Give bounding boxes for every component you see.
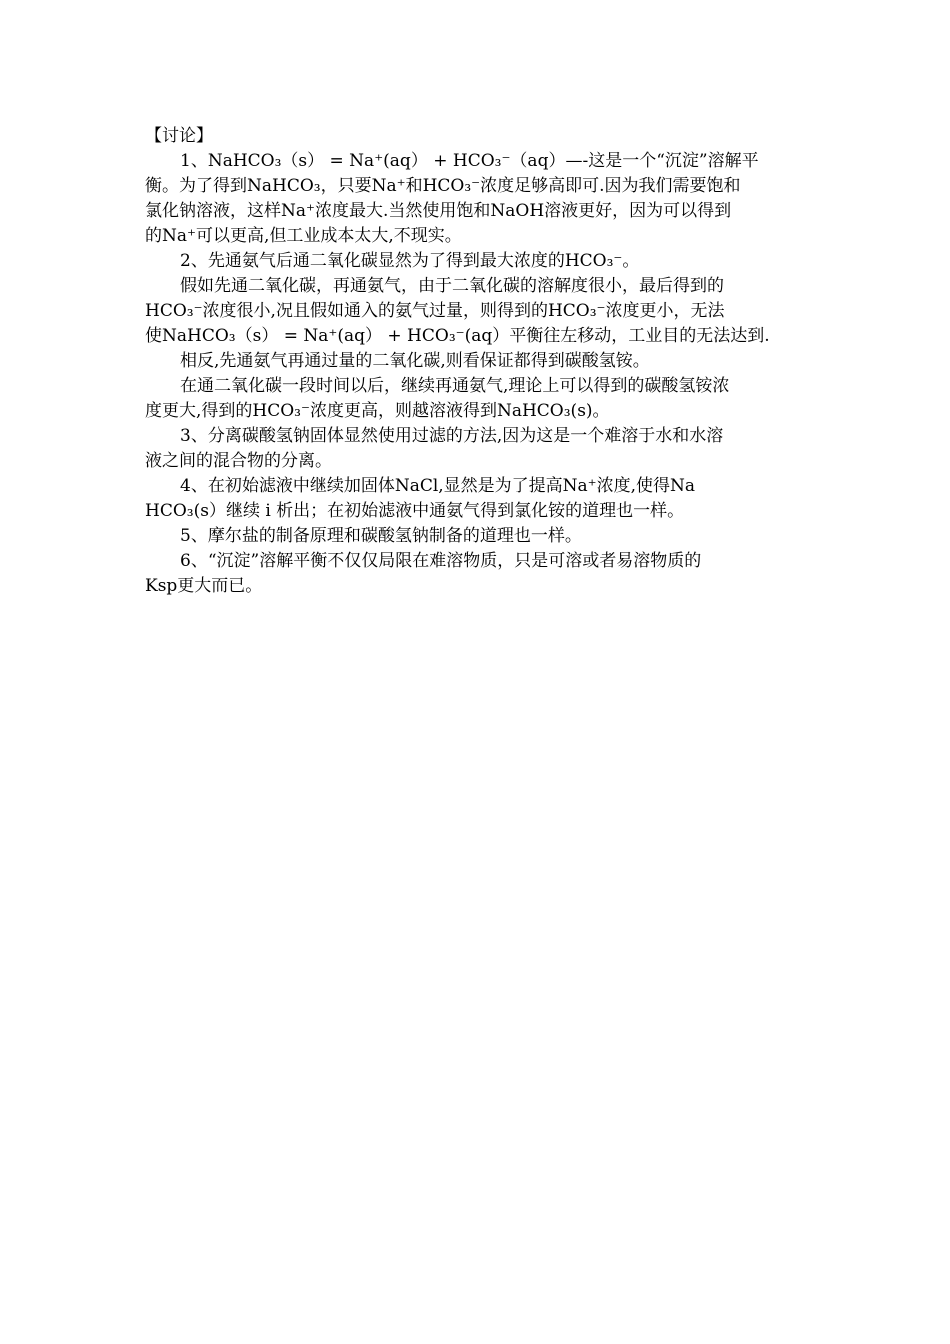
paragraph-5-line-1: 在通二氧化碳一段时间以后，继续再通氨气,理论上可以得到的碳酸氢铵浓 [180,376,730,396]
paragraph-1-line-1: 1、NaHCO₃（s） = Na⁺(aq） + HCO₃⁻（aq）—-这是一个“沉淀”溶解平 [180,151,759,171]
paragraph-7-line-1: 4、在初始滤液中继续加固体NaCl,显然是为了提高Na⁺浓度,使得Na [180,476,696,496]
paragraph-1-line-3: 氯化钠溶液，这样Na⁺浓度最大.当然使用饱和NaOH溶液更好，因为可以得到 [145,201,732,221]
paragraph-1-line-4: 的Na⁺可以更高,但工业成本太大,不现实。 [145,226,462,246]
section-heading: 【讨论】 [145,126,213,146]
paragraph-3-line-3: 使NaHCO₃（s） = Na⁺(aq） + HCO₃⁻(aq）平衡往左移动，工业目的无法达到. [145,326,770,346]
paragraph-6-line-1: 3、分离碳酸氢钠固体显然使用过滤的方法,因为这是一个难溶于水和水溶 [180,426,724,446]
discussion-section [145,124,805,599]
paragraph-7-line-2: HCO₃(s）继续 i 析出；在初始滤液中通氨气得到氯化铵的道理也一样。 [145,501,685,521]
paragraph-6-line-2: 液之间的混合物的分离。 [145,451,332,471]
paragraph-2-line-1: 2、先通氨气后通二氧化碳显然为了得到最大浓度的HCO₃⁻。 [180,251,640,271]
paragraph-4-line-1: 相反,先通氨气再通过量的二氧化碳,则看保证都得到碳酸氢铵。 [180,351,650,371]
paragraph-5-line-2: 度更大,得到的HCO₃⁻浓度更高，则越溶液得到NaHCO₃(s)。 [145,401,610,421]
paragraph-8-line-1: 5、摩尔盐的制备原理和碳酸氢钠制备的道理也一样。 [180,526,582,546]
paragraph-3-line-2: HCO₃⁻浓度很小,况且假如通入的氨气过量，则得到的HCO₃⁻浓度更小，无法 [145,301,725,321]
paragraph-9-line-2: Ksp更大而已。 [145,576,263,596]
paragraph-1-line-2: 衡。为了得到NaHCO₃，只要Na⁺和HCO₃⁻浓度足够高即可.因为我们需要饱和 [145,176,741,196]
paragraph-9-line-1: 6、“沉淀”溶解平衡不仅仅局限在难溶物质，只是可溶或者易溶物质的 [180,551,702,571]
paragraph-3-line-1: 假如先通二氧化碳，再通氨气，由于二氧化碳的溶解度很小，最后得到的 [180,276,724,296]
